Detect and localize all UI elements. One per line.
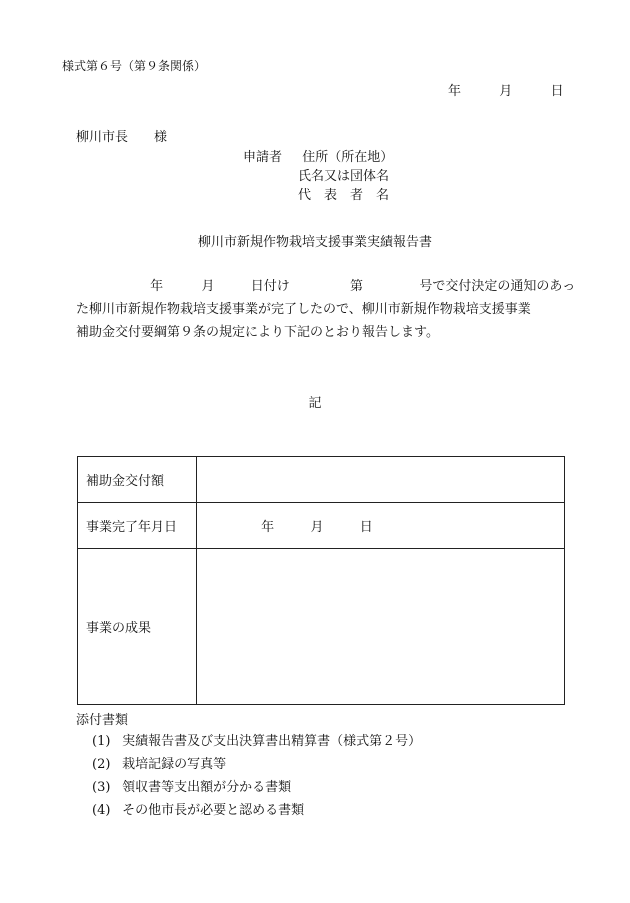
results-label: 事業の成果 xyxy=(78,549,197,705)
date-year: 年 xyxy=(448,84,462,99)
attachment-number: (3) xyxy=(92,780,111,795)
body-line-2: た柳川市新規作物栽培支援事業が完了したので、柳川市新規作物栽培支援事業 xyxy=(76,302,531,317)
list-item xyxy=(92,730,421,753)
table-row xyxy=(78,457,565,503)
table-row xyxy=(78,503,565,549)
completion-year: 年 xyxy=(261,520,275,535)
ki-heading: 記 xyxy=(308,396,322,411)
body-year: 年 xyxy=(150,279,164,294)
addressee: 柳川市長 様 xyxy=(76,130,168,145)
attachments-list xyxy=(92,730,421,822)
report-table xyxy=(77,456,565,705)
body-rest: 号で交付決定の通知のあっ xyxy=(419,279,576,294)
attachment-text: 実績報告書及び支出決算書出精算書（様式第２号） xyxy=(122,734,422,749)
attachment-number: (2) xyxy=(92,757,111,772)
date-month: 月 xyxy=(499,84,513,99)
attachment-number: (1) xyxy=(92,734,111,749)
completion-day: 日 xyxy=(359,520,373,535)
body-month: 月 xyxy=(201,279,215,294)
attachment-text: その他市長が必要と認める書類 xyxy=(122,803,305,818)
attachments-title: 添付書類 xyxy=(76,713,129,728)
list-item xyxy=(92,753,421,776)
results-field[interactable] xyxy=(197,549,565,705)
table-row xyxy=(78,549,565,705)
completion-month: 月 xyxy=(310,520,324,535)
body-text xyxy=(76,275,576,344)
list-item xyxy=(92,776,421,799)
subsidy-amount-label: 補助金交付額 xyxy=(78,457,197,503)
body-line-3: 補助金交付要綱第９条の規定により下記のとおり報告します。 xyxy=(76,325,439,340)
attachment-text: 栽培記録の写真等 xyxy=(122,757,227,772)
completion-date-field[interactable] xyxy=(197,503,565,549)
applicant-address: 住所（所在地） xyxy=(302,150,394,165)
applicant-block xyxy=(243,148,393,205)
subsidy-amount-field[interactable] xyxy=(197,457,565,503)
applicant-label: 申請者 xyxy=(243,150,283,165)
body-day: 日付け xyxy=(250,279,290,294)
document-title: 柳川市新規作物栽培支援事業実績報告書 xyxy=(197,235,432,250)
form-number: 様式第６号（第９条関係） xyxy=(62,59,207,73)
completion-date-label: 事業完了年月日 xyxy=(78,503,197,549)
list-item xyxy=(92,799,421,822)
date-day: 日 xyxy=(550,84,564,99)
applicant-name: 氏名又は団体名 xyxy=(298,169,390,184)
body-line-1 xyxy=(76,275,576,298)
submission-date xyxy=(448,80,564,99)
applicant-representative: 代 表 者 名 xyxy=(298,188,390,203)
attachment-text: 領収書等支出額が分かる書類 xyxy=(122,780,292,795)
body-no: 第 xyxy=(350,279,364,294)
attachment-number: (4) xyxy=(92,803,111,818)
